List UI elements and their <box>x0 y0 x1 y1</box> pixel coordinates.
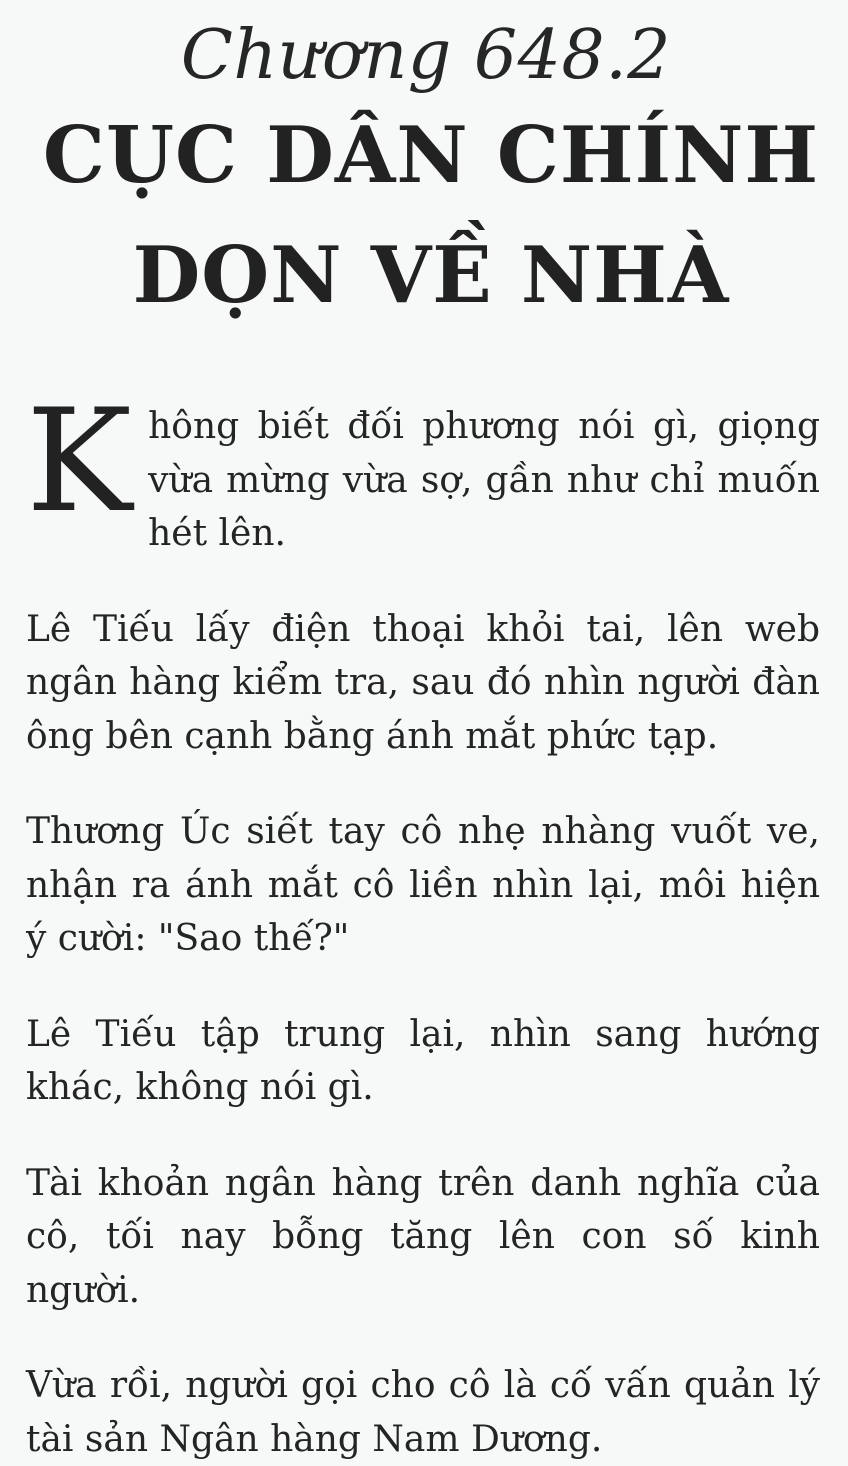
chapter-title-line-1: CỤC DÂN CHÍNH <box>42 110 820 201</box>
paragraph-6: Vừa rồi, người gọi cho cô là cố vấn quản lý tài sản Ngân hàng Nam Dương. <box>26 1365 820 1460</box>
paragraph-1-text: hông biết đối phương nói gì, giọng vừa mừng vừa sợ, gần như chỉ muốn hét lên. <box>148 406 820 554</box>
chapter-number: Chương 648.2 <box>180 16 672 95</box>
paragraph-4: Lê Tiếu tập trung lại, nhìn sang hướng khác, không nói gì. <box>26 1013 820 1108</box>
paragraph-2: Lê Tiếu lấy điện thoại khỏi tai, lên web ngân hàng kiểm tra, sau đó nhìn người đàn ông bên cạnh bằng ánh mắt phức tạp. <box>26 608 820 757</box>
paragraph-1 <box>26 379 820 561</box>
chapter-body <box>26 379 820 1466</box>
paragraph-3: Thương Úc siết tay cô nhẹ nhàng vuốt ve, nhận ra ánh mắt cô liền nhìn lại, môi hiện ý cười: "Sao thế?" <box>26 811 820 959</box>
chapter-title-line-2: DỌN VỀ NHÀ <box>132 230 730 321</box>
paragraph-5: Tài khoản ngân hàng trên danh nghĩa của cô, tối nay bỗng tăng lên con số kinh người. <box>26 1162 820 1311</box>
drop-cap-letter: K <box>26 379 133 544</box>
chapter-title <box>42 96 820 336</box>
